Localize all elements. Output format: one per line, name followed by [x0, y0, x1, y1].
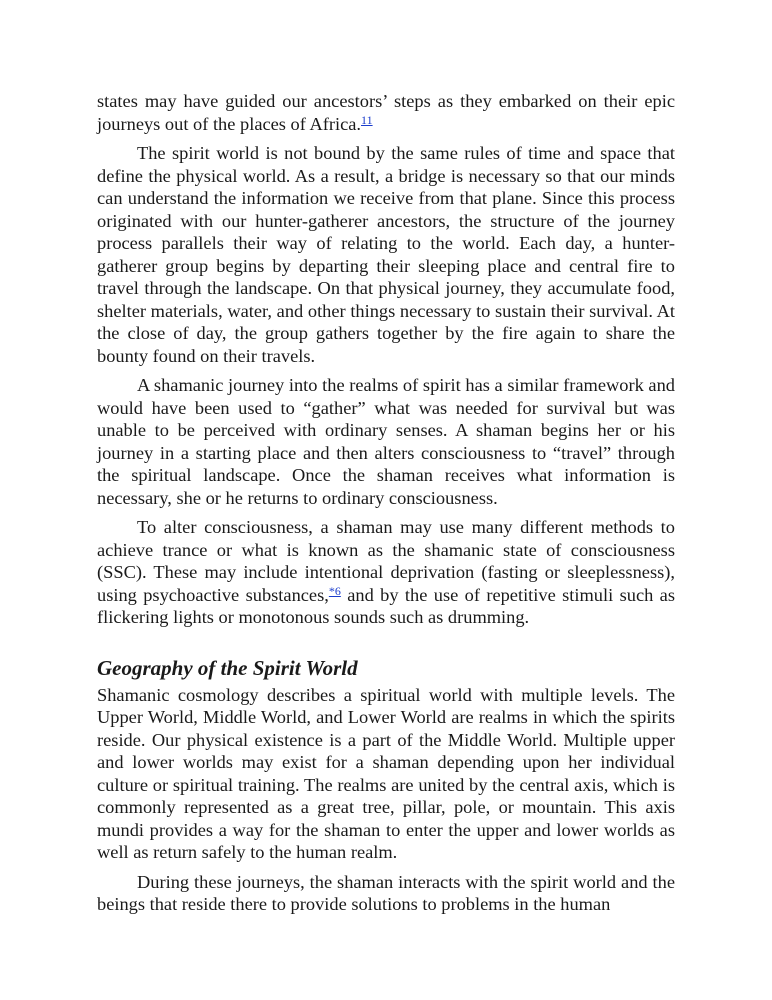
paragraph-text: and by the use of repetitive stimuli such as flickering lights or monotonous sounds such as drumming.: [97, 584, 675, 627]
paragraph-text: To alter consciousness, a shaman may use many different methods to achieve trance or what is known as the shamanic state of consciousness (SSC). These may include intentional deprivation (fasting or sleeplessness), using psychoactive substances,: [97, 517, 675, 605]
paragraph-shamanic-cosmology: [97, 684, 675, 864]
paragraph-shamanic-journey: [97, 374, 675, 509]
footnote-link-6[interactable]: *6: [328, 583, 341, 598]
paragraph-text: states may have guided our ancestors’ steps as they embarked on their epic journeys out of the places of Africa.: [97, 91, 675, 134]
page-content: [97, 90, 675, 923]
footnote-marker: [329, 584, 341, 598]
paragraph-journeys: [97, 871, 675, 916]
footnote-marker: [361, 113, 373, 127]
footnote-link-11[interactable]: 11: [361, 112, 373, 127]
paragraph-text: A shamanic journey into the realms of spirit has a similar framework and would have been used to “gather” what was needed for survival but was unable to be perceived with ordinary senses. A shaman begins her or his journey in a starting place and then alters consciousness to “travel” through the spiritual landscape. Once the shaman receives what information is necessary, she or he returns to ordinary consciousness.: [97, 375, 675, 508]
paragraph-text: Shamanic cosmology describes a spiritual world with multiple levels. The Upper World, Middle World, and Lower World are realms in which the spirits reside. Our physical existence is a part of the Middle World. Multiple upper and lower worlds may exist for a shaman depending upon her individual culture or spiritual training. The realms are united by the central axis, which is commonly represented as a great tree, pillar, pole, or mountain. This axis mundi provides a way for the shaman to enter the upper and lower worlds as well as return safely to the human realm.: [97, 684, 675, 862]
paragraph-spirit-world-rules: [97, 142, 675, 367]
paragraph-continuation: [97, 90, 675, 135]
paragraph-text: The spirit world is not bound by the same rules of time and space that define the physical world. As a result, a bridge is necessary so that our minds can understand the information we receive from that plane. Since this process originated with our hunter-gatherer ancestors, the structure of the journey process parallels their way of relating to the world. Each day, a hunter-gatherer group begins by departing their sleeping place and central fire to travel through the landscape. On that physical journey, they accumulate food, shelter materials, water, and other things necessary to sustain their survival. At the close of day, the group gathers together by the fire again to share the bounty found on their travels.: [97, 143, 675, 366]
paragraph-text: During these journeys, the shaman interacts with the spirit world and the beings that reside there to provide solutions to problems in the human: [97, 871, 675, 914]
paragraph-alter-consciousness: [97, 516, 675, 629]
section-heading: Geography of the Spirit World: [97, 655, 358, 680]
